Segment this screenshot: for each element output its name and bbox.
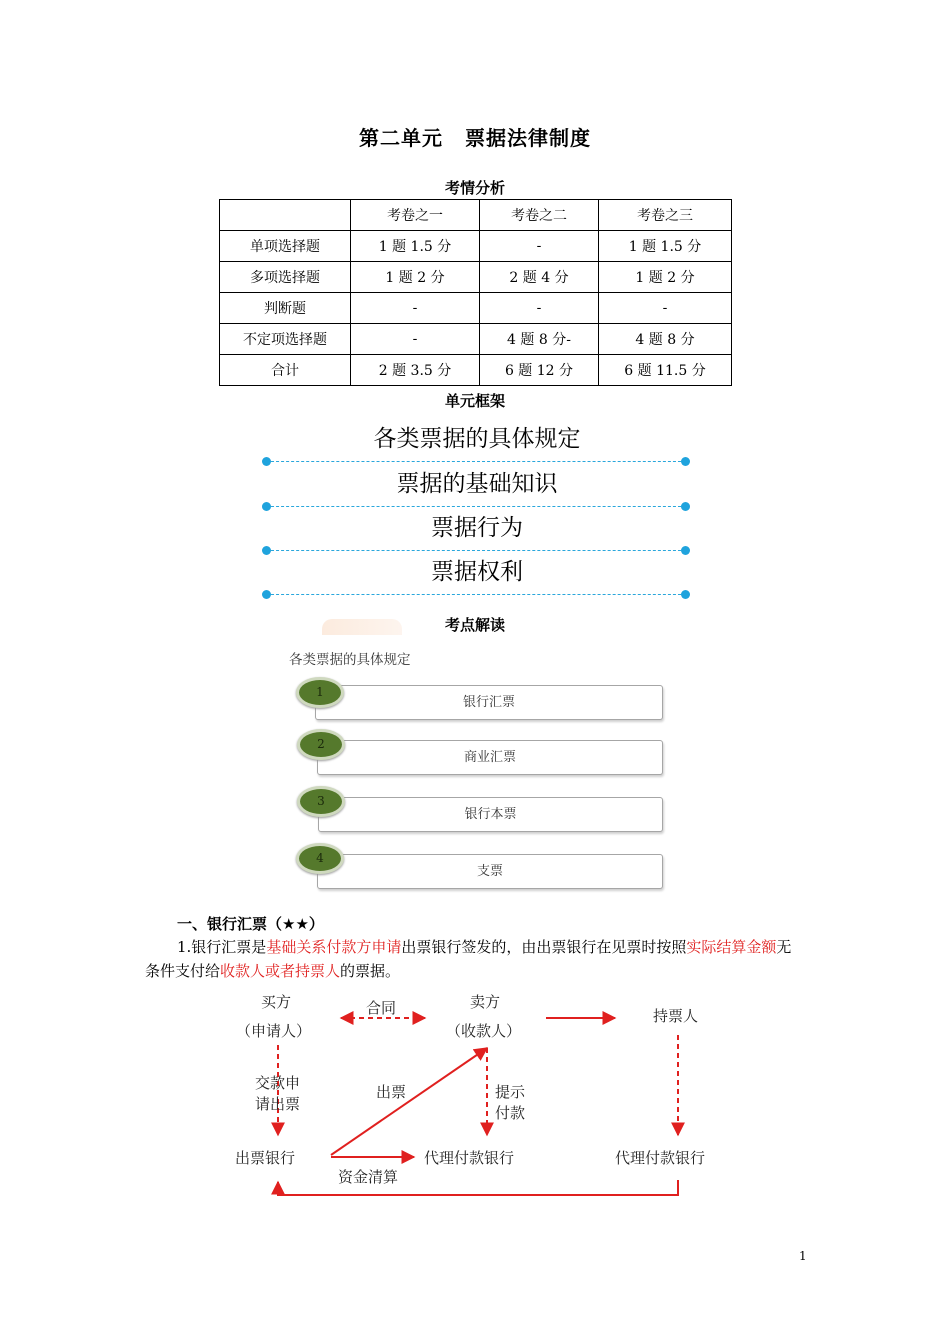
list-number-badge: 2 <box>297 729 345 760</box>
table-cell: 4 题 8 分 <box>599 324 732 355</box>
label-present-line1: 提示 <box>495 1083 526 1101</box>
para-text: 的票据。 <box>340 962 401 980</box>
table-cell: - <box>480 293 599 324</box>
label-settlement: 资金清算 <box>338 1168 399 1186</box>
label-agent-bank: 代理付款银行 <box>424 1149 515 1167</box>
label-issue: 出票 <box>376 1083 407 1101</box>
label-apply-line1: 交款申 <box>255 1074 301 1092</box>
label-buyer-role: （申请人） <box>236 1022 312 1040</box>
table-cell: 1 题 1.5 分 <box>599 231 732 262</box>
table-cell: 多项选择题 <box>220 262 351 293</box>
label-holder: 持票人 <box>653 1007 699 1025</box>
table-header-cell: 考卷之三 <box>599 200 732 231</box>
para-text: 出票银行签发的，由出票银行在见票时按照 <box>401 938 687 956</box>
label-seller: 卖方 <box>470 993 501 1011</box>
framework-item: 票据权利 <box>431 559 523 585</box>
para-highlight: 基础关系付款方申请 <box>266 938 402 956</box>
label-present-line2: 付款 <box>495 1104 526 1122</box>
title-part1: 第二单元 <box>359 126 443 150</box>
key-points-heading: 考点解读 <box>444 616 505 634</box>
table-cell: - <box>351 293 480 324</box>
para-text: 无条件支付给 <box>145 938 792 980</box>
table-cell: 1 题 2 分 <box>351 262 480 293</box>
exam-analysis-heading: 考情分析 <box>444 179 505 197</box>
list-number-badge: 3 <box>297 786 345 817</box>
framework-heading: 单元框架 <box>444 392 505 410</box>
label-issuing-bank: 出票银行 <box>235 1149 296 1167</box>
table-cell: 2 题 3.5 分 <box>351 355 480 386</box>
list-item: 商业汇票 <box>317 740 663 775</box>
table-cell: - <box>351 324 480 355</box>
para-highlight: 实际结算金额 <box>686 938 777 956</box>
label-contract: 合同 <box>366 999 397 1017</box>
issue-arrow <box>331 1048 487 1155</box>
table-cell: - <box>480 231 599 262</box>
table-cell: 判断题 <box>220 293 351 324</box>
table-cell: 单项选择题 <box>220 231 351 262</box>
table-cell: 1 题 2 分 <box>599 262 732 293</box>
table-cell: - <box>599 293 732 324</box>
label-seller-role: （收款人） <box>446 1022 522 1040</box>
title-part2: 票据法律制度 <box>465 126 591 150</box>
framework-item: 票据行为 <box>431 515 523 541</box>
para-text: 1.银行汇票是 <box>177 938 267 956</box>
page-number: 1 <box>799 1249 807 1263</box>
label-buyer: 买方 <box>261 993 292 1011</box>
table-header-cell: 考卷之二 <box>480 200 599 231</box>
list-number-badge: 1 <box>296 677 344 708</box>
section-heading: 一、银行汇票（★★） <box>177 915 324 933</box>
list-number-badge: 4 <box>296 843 344 874</box>
framework-item: 各类票据的具体规定 <box>373 426 581 452</box>
table-cell: 4 题 8 分- <box>480 324 599 355</box>
para-highlight: 收款人或者持票人 <box>220 962 341 980</box>
list-item: 银行汇票 <box>315 685 663 720</box>
table-cell: 6 题 12 分 <box>480 355 599 386</box>
list-item: 支票 <box>317 854 663 889</box>
list-item: 银行本票 <box>318 797 663 832</box>
table-header-cell: 考卷之一 <box>351 200 480 231</box>
table-cell: 不定项选择题 <box>220 324 351 355</box>
table-cell: 2 题 4 分 <box>480 262 599 293</box>
key-points-caption: 各类票据的具体规定 <box>289 652 411 668</box>
framework-item: 票据的基础知识 <box>396 471 558 497</box>
table-cell: 合计 <box>220 355 351 386</box>
table-cell: 6 题 11.5 分 <box>599 355 732 386</box>
table-cell: 1 题 1.5 分 <box>351 231 480 262</box>
label-agent-bank-holder: 代理付款银行 <box>615 1149 706 1167</box>
label-apply-line2: 请出票 <box>255 1095 301 1113</box>
